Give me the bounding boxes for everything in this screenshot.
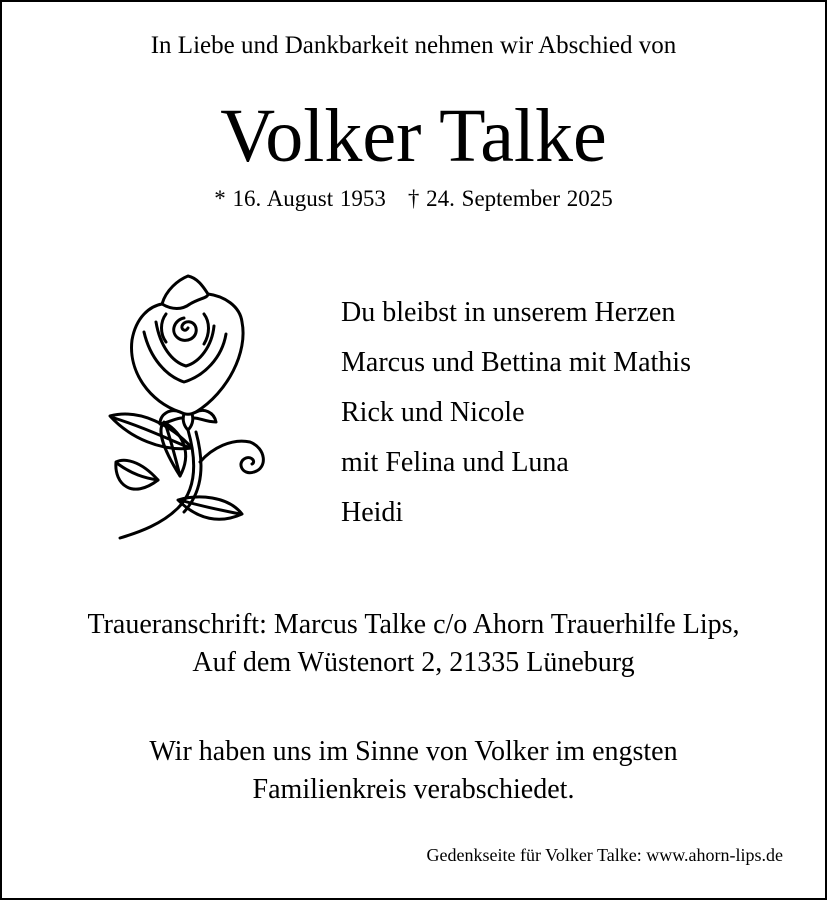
deceased-name: Volker Talke <box>220 94 607 178</box>
mourning-address <box>0 606 827 682</box>
farewell-text <box>0 733 827 809</box>
farewell-line: Wir haben uns im Sinne von Volker im engsten <box>149 736 678 767</box>
memorial-page-link[interactable]: Gedenkseite für Volker Talke: www.ahorn-lips.de <box>426 845 783 865</box>
address-line: Auf dem Wüstenort 2, 21335 Lüneburg <box>192 647 635 678</box>
mourners-list <box>341 293 691 543</box>
address-line: Traueranschrift: Marcus Talke c/o Ahorn Trauerhilfe Lips, <box>87 609 740 640</box>
life-dates <box>0 186 827 212</box>
intro-text: In Liebe und Dankbarkeit nehmen wir Abschied von <box>150 32 677 59</box>
farewell-line: Familienkreis verabschiedet. <box>252 774 575 805</box>
list-item: Du bleibst in unserem Herzen <box>341 297 676 328</box>
birth-date: * 16. August 1953 <box>214 186 386 211</box>
list-item: Rick und Nicole <box>341 397 525 428</box>
list-item: Marcus und Bettina mit Mathis <box>341 347 691 378</box>
list-item: Heidi <box>341 497 404 528</box>
death-date: † 24. September 2025 <box>407 186 613 211</box>
rose-icon <box>100 262 280 552</box>
list-item: mit Felina und Luna <box>341 447 569 478</box>
